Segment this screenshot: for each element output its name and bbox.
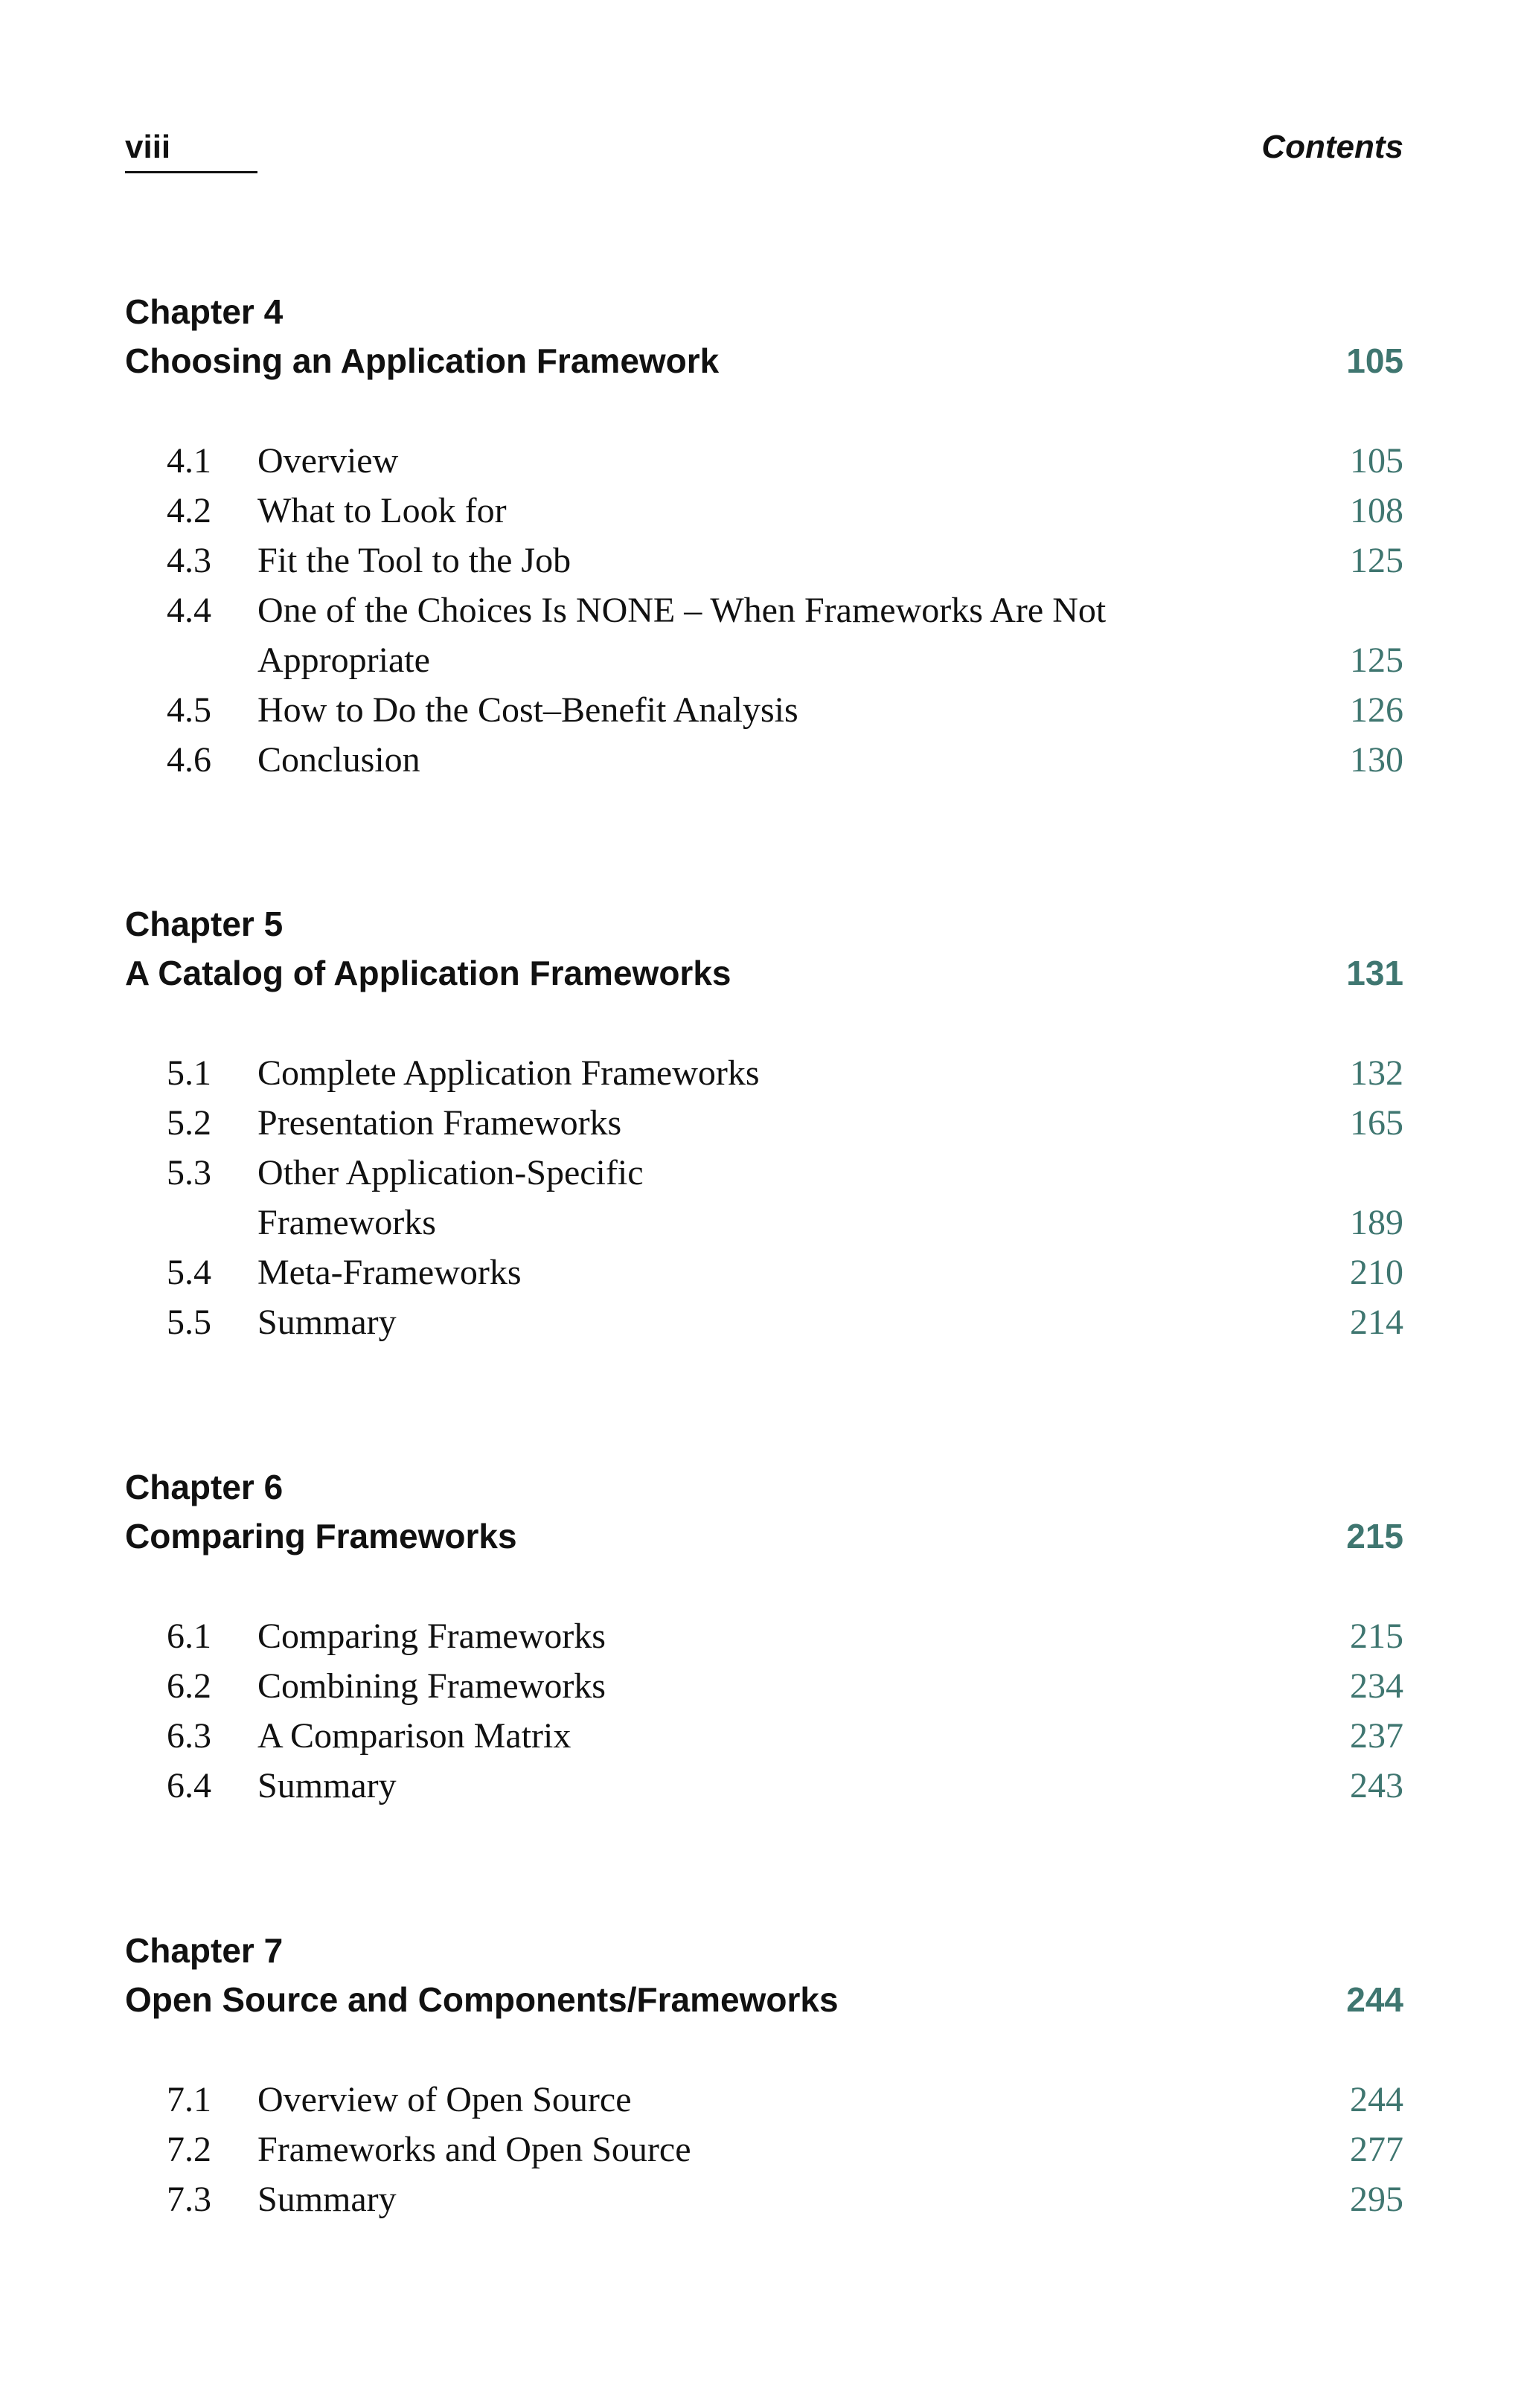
section-title: A Comparison Matrix: [257, 1716, 572, 1756]
section-page-number: 215: [1350, 1616, 1403, 1656]
chapter-label: Chapter 6: [125, 1468, 284, 1506]
toc-entry: [125, 436, 1403, 486]
chapter-page-number: 105: [1346, 341, 1403, 380]
section-title: Summary: [257, 1303, 397, 1342]
chapter-label: Chapter 5: [125, 905, 284, 943]
chapter-page-number: 215: [1346, 1517, 1403, 1555]
chapter-7: [125, 1926, 1403, 2224]
section-title: Overview of Open Source: [257, 2080, 632, 2119]
section-title: Presentation Frameworks: [257, 1103, 622, 1143]
section-number: 7.1: [167, 2080, 211, 2119]
section-page-number: 244: [1350, 2080, 1403, 2119]
section-number: 4.5: [167, 690, 211, 730]
section-page-number: 130: [1350, 740, 1403, 780]
section-title: Complete Application Frameworks: [257, 1053, 760, 1093]
chapter-title-row: [125, 1975, 1403, 2024]
section-list: [125, 436, 1403, 785]
section-page-number: 234: [1350, 1666, 1403, 1706]
section-list: [125, 1611, 1403, 1811]
chapter-page-number: 131: [1346, 954, 1403, 992]
section-page-number: 165: [1350, 1103, 1403, 1143]
chapter-title-row: [125, 948, 1403, 998]
section-number: 7.3: [167, 2180, 211, 2219]
toc-entry: [125, 2174, 1403, 2224]
section-title: Summary: [257, 1766, 397, 1805]
chapter-title: A Catalog of Application Frameworks: [125, 954, 731, 992]
chapter-title-row: [125, 336, 1403, 385]
chapter-title: Comparing Frameworks: [125, 1517, 517, 1555]
chapter-label: Chapter 7: [125, 1931, 284, 1970]
section-number: 5.3: [167, 1153, 211, 1192]
chapter-5: [125, 899, 1403, 1347]
section-number: 4.4: [167, 591, 211, 630]
section-page-number: 295: [1350, 2180, 1403, 2219]
toc-entry: [125, 585, 1403, 685]
section-number: 6.1: [167, 1616, 211, 1656]
section-title: Overview: [257, 441, 399, 481]
section-number: 5.2: [167, 1103, 211, 1143]
chapter-title-row: [125, 1512, 1403, 1561]
chapter-6: [125, 1463, 1403, 1811]
toc-entry: [125, 1048, 1403, 1098]
section-title: Fit the Tool to the Job: [257, 541, 572, 580]
toc-entry: [125, 1611, 1403, 1661]
page-header: [125, 125, 1403, 177]
chapter-label: Chapter 4: [125, 292, 284, 331]
toc-entry: [125, 486, 1403, 536]
toc-entry: [125, 1711, 1403, 1761]
section-title: Meta-Frameworks: [257, 1253, 522, 1292]
toc-entry: [125, 1248, 1403, 1297]
toc-entry: [125, 536, 1403, 585]
section-page-number: 277: [1350, 2130, 1403, 2169]
section-title: Conclusion: [257, 740, 420, 780]
section-number: 5.5: [167, 1303, 211, 1342]
chapter-title: Choosing an Application Framework: [125, 341, 720, 380]
section-number: 4.1: [167, 441, 211, 481]
section-number: 6.2: [167, 1666, 211, 1706]
section-number: 4.3: [167, 541, 211, 580]
section-number: 4.2: [167, 491, 211, 530]
section-title: Comparing Frameworks: [257, 1616, 606, 1656]
section-number: 7.2: [167, 2130, 211, 2169]
section-title: How to Do the Cost–Benefit Analysis: [257, 690, 798, 730]
section-page-number: 126: [1350, 690, 1403, 730]
chapter-4: [125, 287, 1403, 785]
toc-entry: [125, 1761, 1403, 1811]
section-page-number: 132: [1350, 1053, 1403, 1093]
folio-rule: [125, 171, 257, 173]
section-list: [125, 1048, 1403, 1347]
section-page-number: 210: [1350, 1253, 1403, 1292]
page-folio: viii: [125, 129, 171, 165]
toc-entry: [125, 735, 1403, 785]
section-number: 6.4: [167, 1766, 211, 1805]
section-page-number: 125: [1350, 541, 1403, 580]
section-page-number: 243: [1350, 1766, 1403, 1805]
section-title: Frameworks and Open Source: [257, 2130, 691, 2169]
section-page-number: 125: [1350, 640, 1403, 680]
section-number: 5.4: [167, 1253, 211, 1292]
running-head: Contents: [1261, 129, 1403, 165]
toc-entry: [125, 1148, 1403, 1248]
toc-entry: [125, 2125, 1403, 2174]
toc-entry: [125, 1661, 1403, 1711]
section-page-number: 108: [1350, 491, 1403, 530]
chapter-page-number: 244: [1346, 1980, 1403, 2019]
section-title: Other Application-Specific Frameworks: [257, 1153, 644, 1242]
section-number: 6.3: [167, 1716, 211, 1756]
toc-entry: [125, 1098, 1403, 1148]
section-page-number: 189: [1350, 1203, 1403, 1242]
section-title: One of the Choices Is NONE – When Frameworks Are Not Appropriate: [257, 591, 1107, 680]
toc-entry: [125, 1297, 1403, 1347]
chapter-title: Open Source and Components/Frameworks: [125, 1980, 839, 2019]
section-number: 4.6: [167, 740, 211, 780]
section-title: Summary: [257, 2180, 397, 2219]
toc-entry: [125, 685, 1403, 735]
toc-entry: [125, 2075, 1403, 2125]
section-title: Combining Frameworks: [257, 1666, 606, 1706]
section-page-number: 214: [1350, 1303, 1403, 1342]
section-list: [125, 2075, 1403, 2224]
section-number: 5.1: [167, 1053, 211, 1093]
section-title: What to Look for: [257, 491, 507, 530]
section-page-number: 237: [1350, 1716, 1403, 1756]
section-page-number: 105: [1350, 441, 1403, 481]
